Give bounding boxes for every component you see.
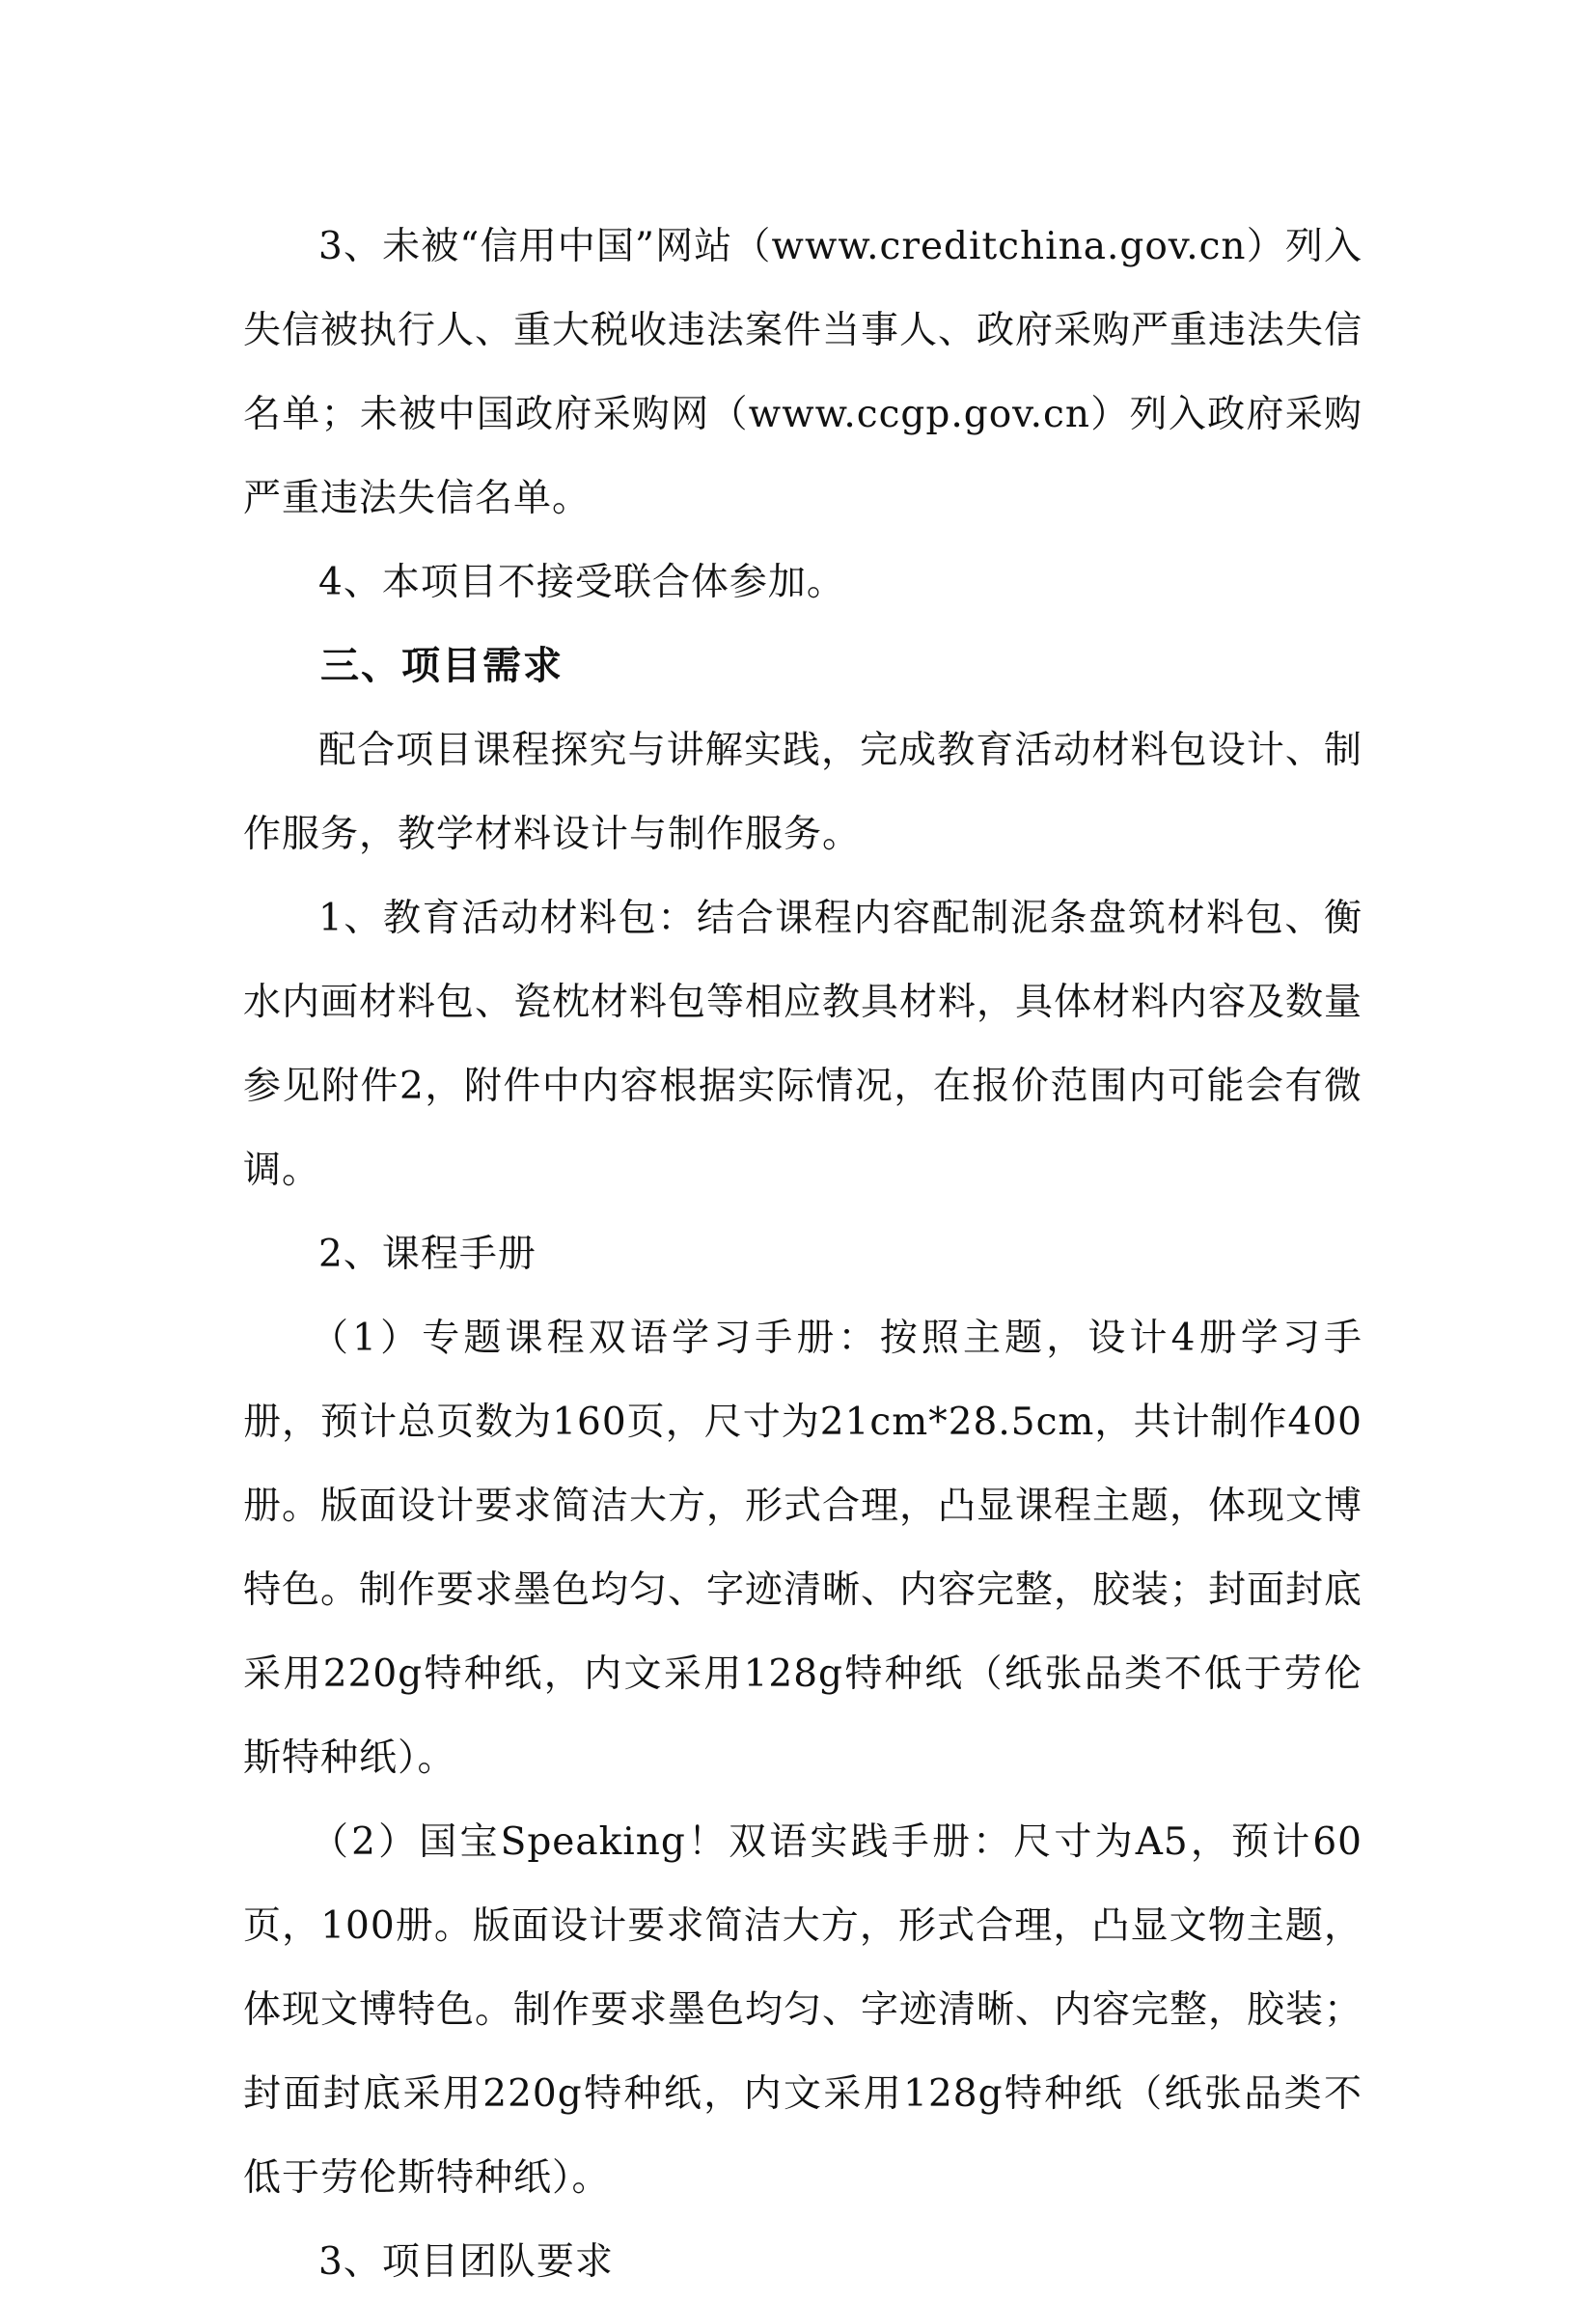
section-heading-project-requirements: 三、项目需求 xyxy=(320,644,564,688)
paragraph-speaking-practice-handbook: （2）国宝Speaking！双语实践手册：尺寸为A5，预计60页，100册。版面设计要求简洁大方，形式合理，凸显文物主题，体现文博特色。制作要求墨色均匀、字迹清晰、内容完整，胶装；封面封底采用220g特种纸，内文采用128g特种纸（纸张品类不低于劳伦斯特种纸）。 xyxy=(243,1820,1363,2200)
paragraph-bilingual-study-handbook: （1）专题课程双语学习手册：按照主题，设计4册学习手册，预计总页数为160页，尺寸为21cm*28.5cm，共计制作400册。版面设计要求简洁大方，形式合理，凸显课程主题，体现文博特色。制作要求墨色均匀、字迹清晰、内容完整，胶装；封面封底采用220g特种纸，内文采用128g特种纸（纸张品类不低于劳伦斯特种纸）。 xyxy=(243,1317,1363,1780)
paragraph-team-requirements: 3、项目团队要求 xyxy=(318,2240,614,2284)
paragraph-no-consortium: 4、本项目不接受联合体参加。 xyxy=(318,561,845,604)
paragraph-course-handbook-title: 2、课程手册 xyxy=(318,1233,537,1276)
paragraph-credit-requirement: 3、未被“信用中国”网站（www.creditchina.gov.cn）列入失信被执行人、重大税收违法案件当事人、政府采购严重违法失信名单；未被中国政府采购网（www.ccgp.gov.cn）列入政府采购严重违法失信名单。 xyxy=(243,225,1363,520)
paragraph-material-kits: 1、教育活动材料包：结合课程内容配制泥条盘筑材料包、衡水内画材料包、瓷枕材料包等相应教具材料，具体材料内容及数量参见附件2，附件中内容根据实际情况，在报价范围内可能会有微调。 xyxy=(243,897,1363,1192)
document-body xyxy=(243,205,1362,2304)
paragraph-requirements-intro: 配合项目课程探究与讲解实践，完成教育活动材料包设计、制作服务，教学材料设计与制作服务。 xyxy=(243,729,1362,856)
